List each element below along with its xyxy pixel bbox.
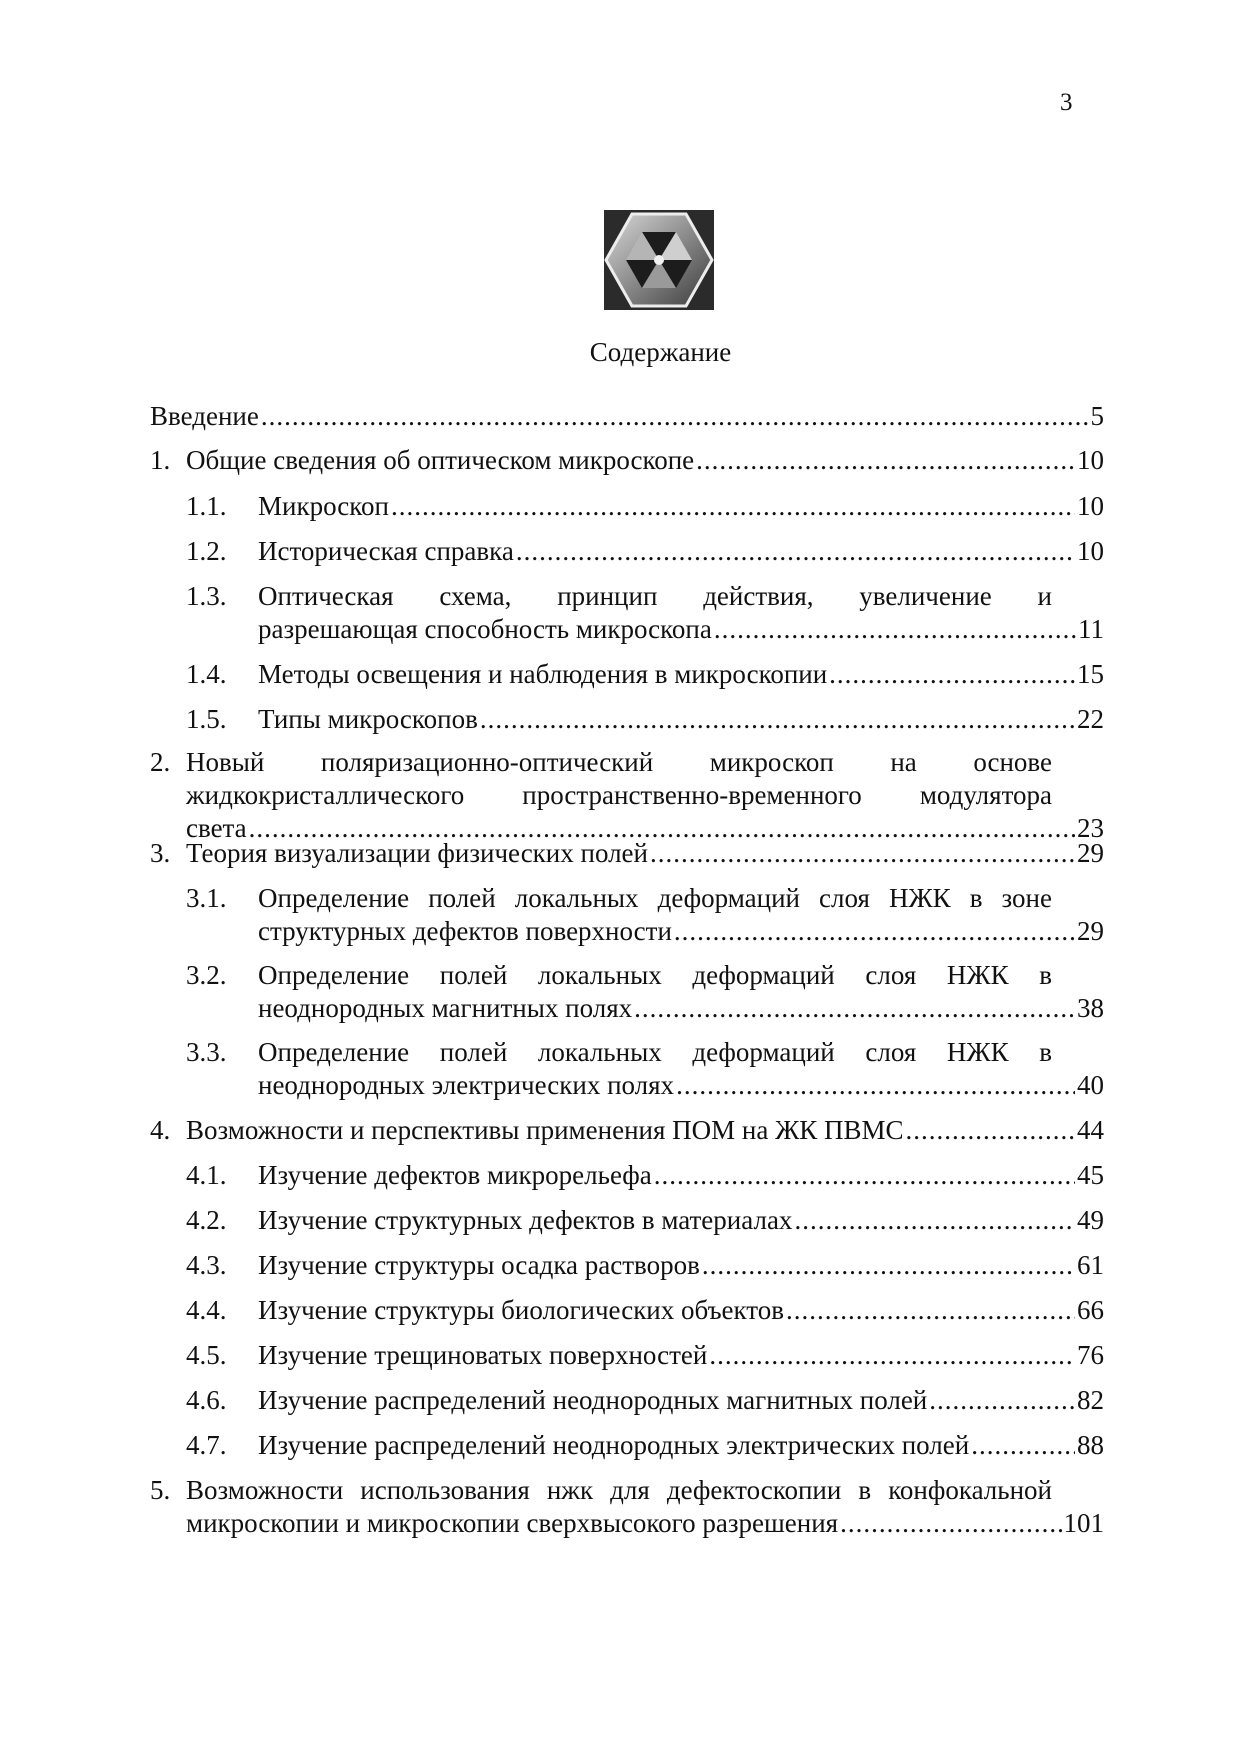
- toc-entry[interactable]: [150, 1159, 1104, 1192]
- toc-page-number: 49: [1077, 1205, 1104, 1235]
- toc-leader-dots: [676, 1069, 1075, 1102]
- toc-leader-dots: [391, 490, 1075, 523]
- hexagon-logo-icon: [604, 210, 714, 310]
- toc-leader-dots: [829, 658, 1075, 691]
- toc-entry[interactable]: [150, 1036, 1104, 1102]
- toc-entry-title: Методы освещения и наблюдения в микроскопии: [258, 659, 828, 689]
- toc-page-number: 66: [1077, 1295, 1104, 1325]
- toc-entry-number: 1.1.: [186, 491, 227, 521]
- toc-entry-title: света: [186, 813, 247, 843]
- toc-entry[interactable]: [150, 1339, 1104, 1372]
- toc-page-number: 40: [1077, 1070, 1104, 1100]
- toc-entry-title: неоднородных магнитных полях: [258, 993, 633, 1023]
- toc-page-number: 10: [1077, 445, 1104, 475]
- toc-entry-title: Изучение структуры биологических объектов: [258, 1295, 784, 1325]
- toc-entry-title: Возможности и перспективы применения ПОМ на ЖК ПВМС: [186, 1115, 904, 1145]
- toc-entry-body: [258, 1294, 1104, 1327]
- toc-entry-body: [258, 1339, 1104, 1372]
- toc-leader-dots: [906, 1114, 1075, 1147]
- toc-leader-dots: [929, 1384, 1075, 1417]
- toc-entry-title: неоднородных электрических полях: [258, 1070, 675, 1100]
- toc-entry-number: 3.: [150, 838, 171, 868]
- toc-leader-dots: [786, 1294, 1075, 1327]
- toc-leader-dots: [696, 444, 1075, 477]
- toc-entry-body: [258, 959, 1104, 1025]
- toc-entry-title: Определение полей локальных деформаций слоя НЖК в зоне: [258, 883, 1052, 913]
- toc-entry-body: [258, 1429, 1104, 1462]
- toc-entry-number: 4.6.: [186, 1385, 227, 1415]
- toc-entry-title: Историческая справка: [258, 536, 514, 566]
- toc-entry[interactable]: [150, 837, 1104, 870]
- toc-entry-title: Введение: [150, 401, 259, 431]
- toc-entry-number: 1.3.: [186, 581, 227, 611]
- toc-entry[interactable]: [150, 535, 1104, 568]
- toc-page-number: 10: [1077, 491, 1104, 521]
- toc-entry[interactable]: [150, 1294, 1104, 1327]
- toc-entry-body: [258, 1249, 1104, 1282]
- toc-leader-dots: [261, 400, 1089, 433]
- toc-entry-number: 4.7.: [186, 1430, 227, 1460]
- toc-entry-title: Теория визуализации физических полей: [186, 838, 648, 868]
- toc-entry[interactable]: [150, 490, 1104, 523]
- toc-page-number: 11: [1078, 614, 1104, 644]
- toc-entry-number: 4.1.: [186, 1160, 227, 1190]
- toc-entry[interactable]: [150, 580, 1104, 646]
- toc-entry-body: [186, 1114, 1104, 1147]
- toc-entry-title: Общие сведения об оптическом микроскопе: [186, 445, 695, 475]
- toc-leader-dots: [654, 1159, 1075, 1192]
- toc-leader-dots: [634, 992, 1075, 1025]
- toc-entry-number: 3.1.: [186, 883, 227, 913]
- toc-entry-title: Микроскоп: [258, 491, 389, 521]
- toc-page-number: 23: [1077, 813, 1104, 843]
- toc-leader-dots: [840, 1507, 1061, 1540]
- toc-entry-number: 1.: [150, 445, 171, 475]
- toc-leader-dots: [709, 1339, 1075, 1372]
- toc-page-number: 61: [1077, 1250, 1104, 1280]
- toc-entry-body: [258, 1036, 1104, 1102]
- toc-entry[interactable]: [150, 959, 1104, 1025]
- toc-leader-dots: [516, 535, 1075, 568]
- toc-page-number: 38: [1077, 993, 1104, 1023]
- toc-page-number: 45: [1077, 1160, 1104, 1190]
- toc-entry-number: 2.: [150, 747, 171, 777]
- toc-entry[interactable]: [150, 1114, 1104, 1147]
- toc-entry-body: [258, 1159, 1104, 1192]
- toc-entry-number: 1.2.: [186, 536, 227, 566]
- toc-entry-number: 5.: [150, 1475, 171, 1505]
- toc-entry-title: Изучение дефектов микрорельефа: [258, 1160, 652, 1190]
- toc-entry-number: 3.3.: [186, 1037, 227, 1067]
- toc-page-number: 44: [1077, 1115, 1104, 1145]
- toc-title: Содержание: [589, 337, 732, 367]
- toc-page-number: 22: [1077, 704, 1104, 734]
- toc-entry-number: 1.5.: [186, 704, 227, 734]
- toc-leader-dots: [971, 1429, 1075, 1462]
- toc-entry-body: [186, 444, 1104, 477]
- toc-leader-dots: [674, 915, 1075, 948]
- toc-entry[interactable]: [150, 1474, 1104, 1540]
- toc-entry-body: [186, 1474, 1104, 1540]
- toc-entry-body: [258, 490, 1104, 523]
- toc-entry-number: 1.4.: [186, 659, 227, 689]
- toc-entry-body: [258, 1384, 1104, 1417]
- toc-entry-number: 4.5.: [186, 1340, 227, 1370]
- toc-entry[interactable]: [150, 703, 1104, 736]
- toc-entry[interactable]: [150, 1249, 1104, 1282]
- toc-entry-title: Определение полей локальных деформаций слоя НЖК в: [258, 960, 1052, 990]
- toc-page-number: 82: [1077, 1385, 1104, 1415]
- toc-entry-title: структурных дефектов поверхности: [258, 916, 672, 946]
- toc-entry-body: [150, 400, 1104, 433]
- toc-page-number: 29: [1077, 838, 1104, 868]
- toc-entry-number: 4.3.: [186, 1250, 227, 1280]
- toc-entry[interactable]: [150, 400, 1104, 433]
- toc-entry-title: Определение полей локальных деформаций слоя НЖК в: [258, 1037, 1052, 1067]
- toc-entry[interactable]: [150, 746, 1104, 845]
- toc-entry[interactable]: [150, 882, 1104, 948]
- toc-entry-body: [258, 703, 1104, 736]
- toc-entry-body: [258, 535, 1104, 568]
- toc-page-number: 29: [1077, 916, 1104, 946]
- toc-entry-title: Возможности использования нжк для дефектоскопии в конфокальной: [186, 1475, 1052, 1505]
- toc-entry-number: 3.2.: [186, 960, 227, 990]
- toc-leader-dots: [650, 837, 1075, 870]
- toc-entry[interactable]: [150, 658, 1104, 691]
- toc-leader-dots: [480, 703, 1075, 736]
- toc-entry-body: [186, 746, 1104, 845]
- toc-entry-body: [258, 658, 1104, 691]
- toc-leader-dots: [702, 1249, 1075, 1282]
- toc-entry-title: жидкокристаллического пространственно-временного модулятора: [186, 780, 1052, 810]
- toc-entry-number: 4.4.: [186, 1295, 227, 1325]
- toc-page-number: 88: [1077, 1430, 1104, 1460]
- toc-entry-title: Изучение распределений неоднородных электрических полей: [258, 1430, 970, 1460]
- toc-entry-title: Изучение структурных дефектов в материалах: [258, 1205, 793, 1235]
- toc-entry-title: Типы микроскопов: [258, 704, 478, 734]
- toc-page-number: 5: [1090, 401, 1104, 431]
- toc-entry-title: разрешающая способность микроскопа: [258, 614, 712, 644]
- toc-entry-title: микроскопии и микроскопии сверхвысокого разрешения: [186, 1508, 839, 1538]
- toc-entry-number: 4.2.: [186, 1205, 227, 1235]
- toc-entry[interactable]: [150, 1204, 1104, 1237]
- toc-entry[interactable]: [150, 1384, 1104, 1417]
- toc-entry-number: 4.: [150, 1115, 171, 1145]
- page-number: 3: [1060, 89, 1073, 116]
- toc-leader-dots: [714, 613, 1076, 646]
- toc-entry-body: [186, 837, 1104, 870]
- toc-entry[interactable]: [150, 444, 1104, 477]
- toc-entry-title: Оптическая схема, принцип действия, увеличение и: [258, 581, 1052, 611]
- toc-entry-title: Изучение структуры осадка растворов: [258, 1250, 700, 1280]
- toc-entry-title: Новый поляризационно-оптический микроскоп на основе: [186, 747, 1052, 777]
- toc-entry-title: Изучение трещиноватых поверхностей: [258, 1340, 708, 1370]
- toc-entry[interactable]: [150, 1429, 1104, 1462]
- toc-entry-body: [258, 882, 1104, 948]
- toc-entry-title: Изучение распределений неоднородных магнитных полей: [258, 1385, 928, 1415]
- toc-page-number: 101: [1063, 1508, 1104, 1538]
- toc-entry-body: [258, 580, 1104, 646]
- toc-entry-body: [258, 1204, 1104, 1237]
- toc-page-number: 10: [1077, 536, 1104, 566]
- toc-page-number: 76: [1077, 1340, 1104, 1370]
- toc-leader-dots: [794, 1204, 1075, 1237]
- toc-page-number: 15: [1077, 659, 1104, 689]
